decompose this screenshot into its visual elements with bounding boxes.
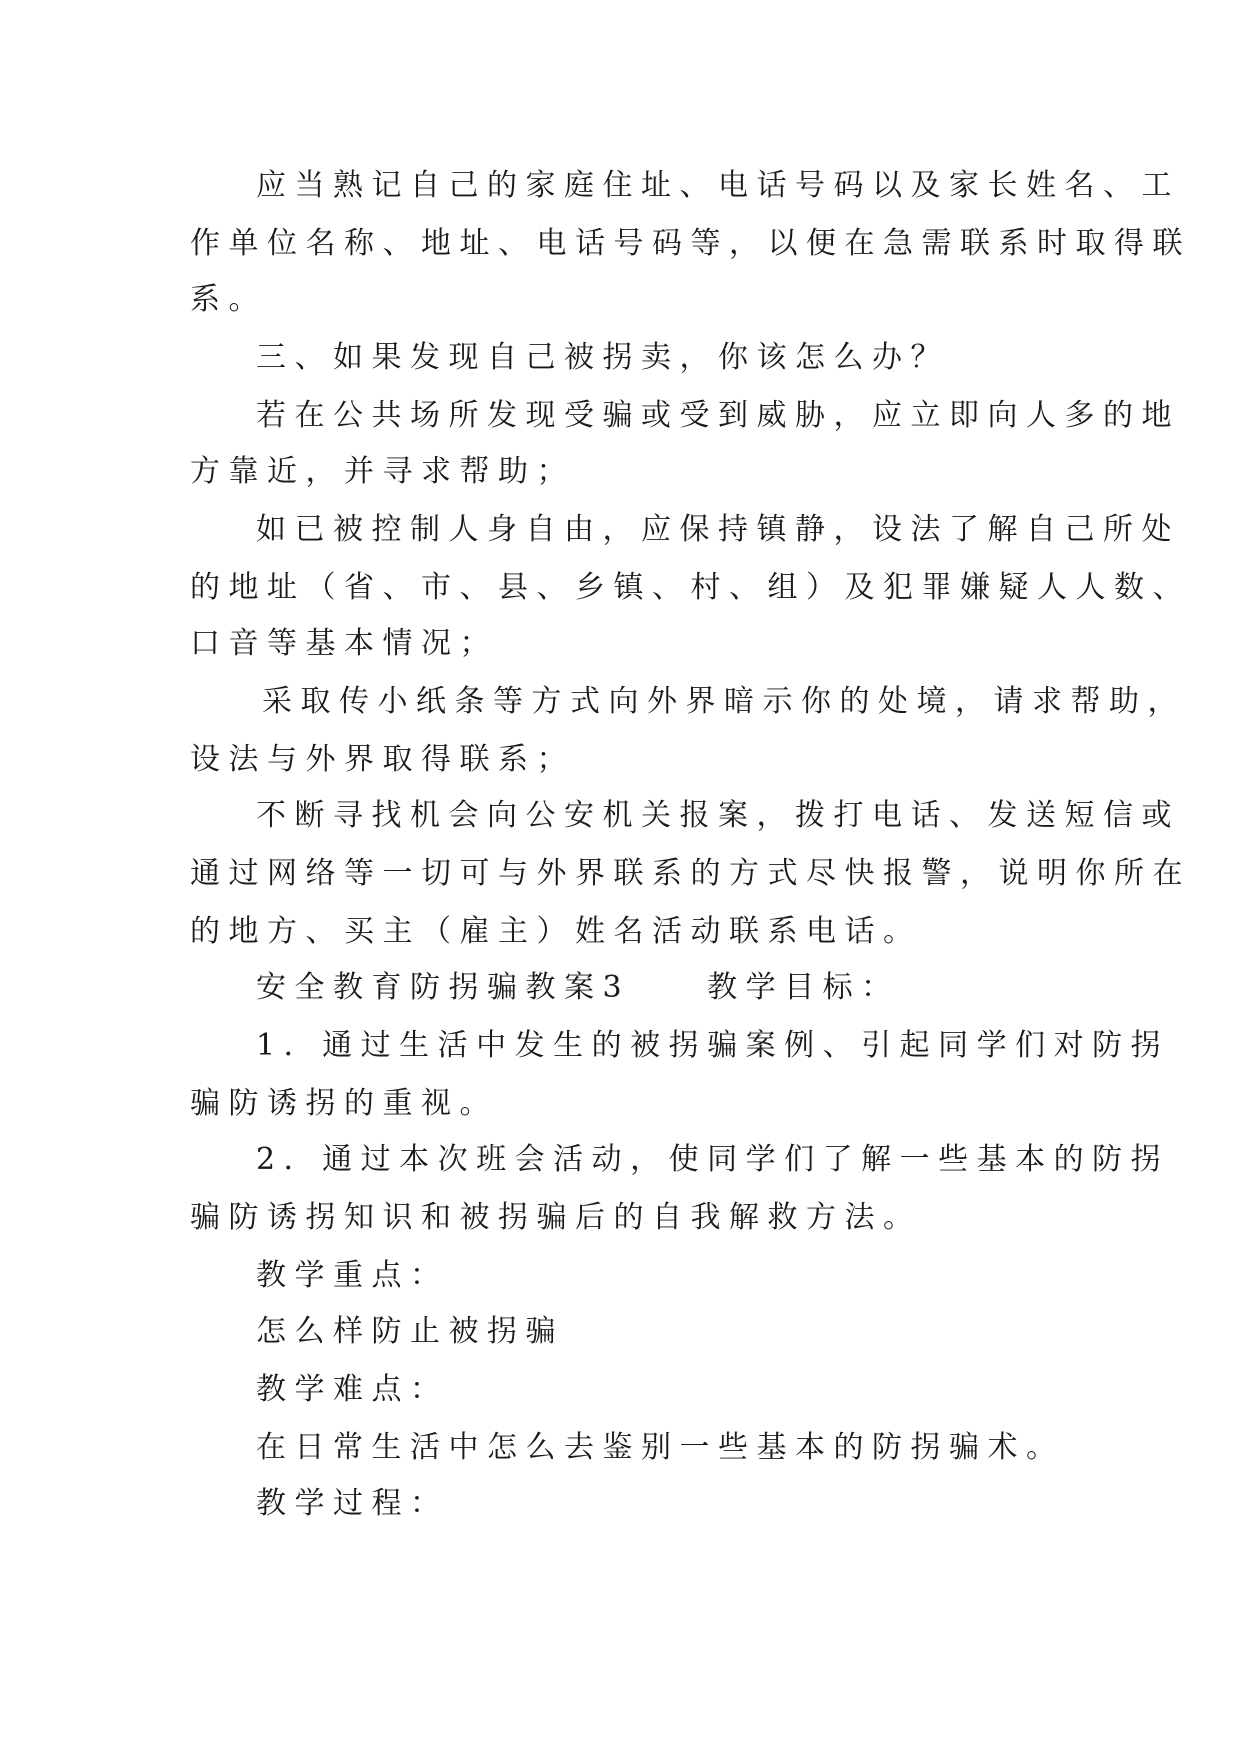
paragraph-line: 的地址（省、市、县、乡镇、村、组）及犯罪嫌疑人人数、 (190, 570, 1191, 605)
paragraph-line: 作单位名称、地址、电话号码等，以便在急需联系时取得联 (190, 226, 1191, 261)
objective-item: 2．通过本次班会活动，使同学们了解一些基本的防拐 (256, 1142, 1170, 1177)
paragraph-line: 口音等基本情况； (190, 626, 498, 661)
objective-item: 骗防诱拐的重视。 (190, 1086, 498, 1121)
objective-item: 1．通过生活中发生的被拐骗案例、引起同学们对防拐 (256, 1028, 1170, 1063)
lesson-title: 安全教育防拐骗教案3 教学目标： (256, 970, 900, 1005)
paragraph-line: 方靠近，并寻求帮助； (190, 454, 575, 489)
paragraph-line: 若在公共场所发现受骗或受到威胁，应立即向人多的地 (256, 398, 1180, 433)
section-label: 教学重点： (256, 1258, 449, 1293)
paragraph-line: 通过网络等一切可与外界联系的方式尽快报警，说明你所在 (190, 856, 1191, 891)
paragraph-line: 应当熟记自己的家庭住址、电话号码以及家长姓名、工 (256, 168, 1180, 203)
paragraph-line: 在日常生活中怎么去鉴别一些基本的防拐骗术。 (256, 1430, 1065, 1465)
paragraph-line: 的地方、买主（雇主）姓名活动联系电话。 (190, 914, 922, 949)
paragraph-line: 如已被控制人身自由，应保持镇静，设法了解自己所处 (256, 512, 1180, 547)
paragraph-line: 不断寻找机会向公安机关报案，拨打电话、发送短信或 (256, 798, 1180, 833)
paragraph-line: 系。 (190, 282, 267, 317)
section-label: 教学过程： (256, 1486, 449, 1521)
section-heading: 三、如果发现自己被拐卖，你该怎么办？ (256, 340, 949, 375)
paragraph-line: 采取传小纸条等方式向外界暗示你的处境，请求帮助， (262, 684, 1186, 719)
paragraph-line: 设法与外界取得联系； (190, 742, 575, 777)
objective-item: 骗防诱拐知识和被拐骗后的自我解救方法。 (190, 1200, 922, 1235)
section-label: 教学难点： (256, 1372, 449, 1407)
paragraph-line: 怎么样防止被拐骗 (256, 1314, 564, 1349)
